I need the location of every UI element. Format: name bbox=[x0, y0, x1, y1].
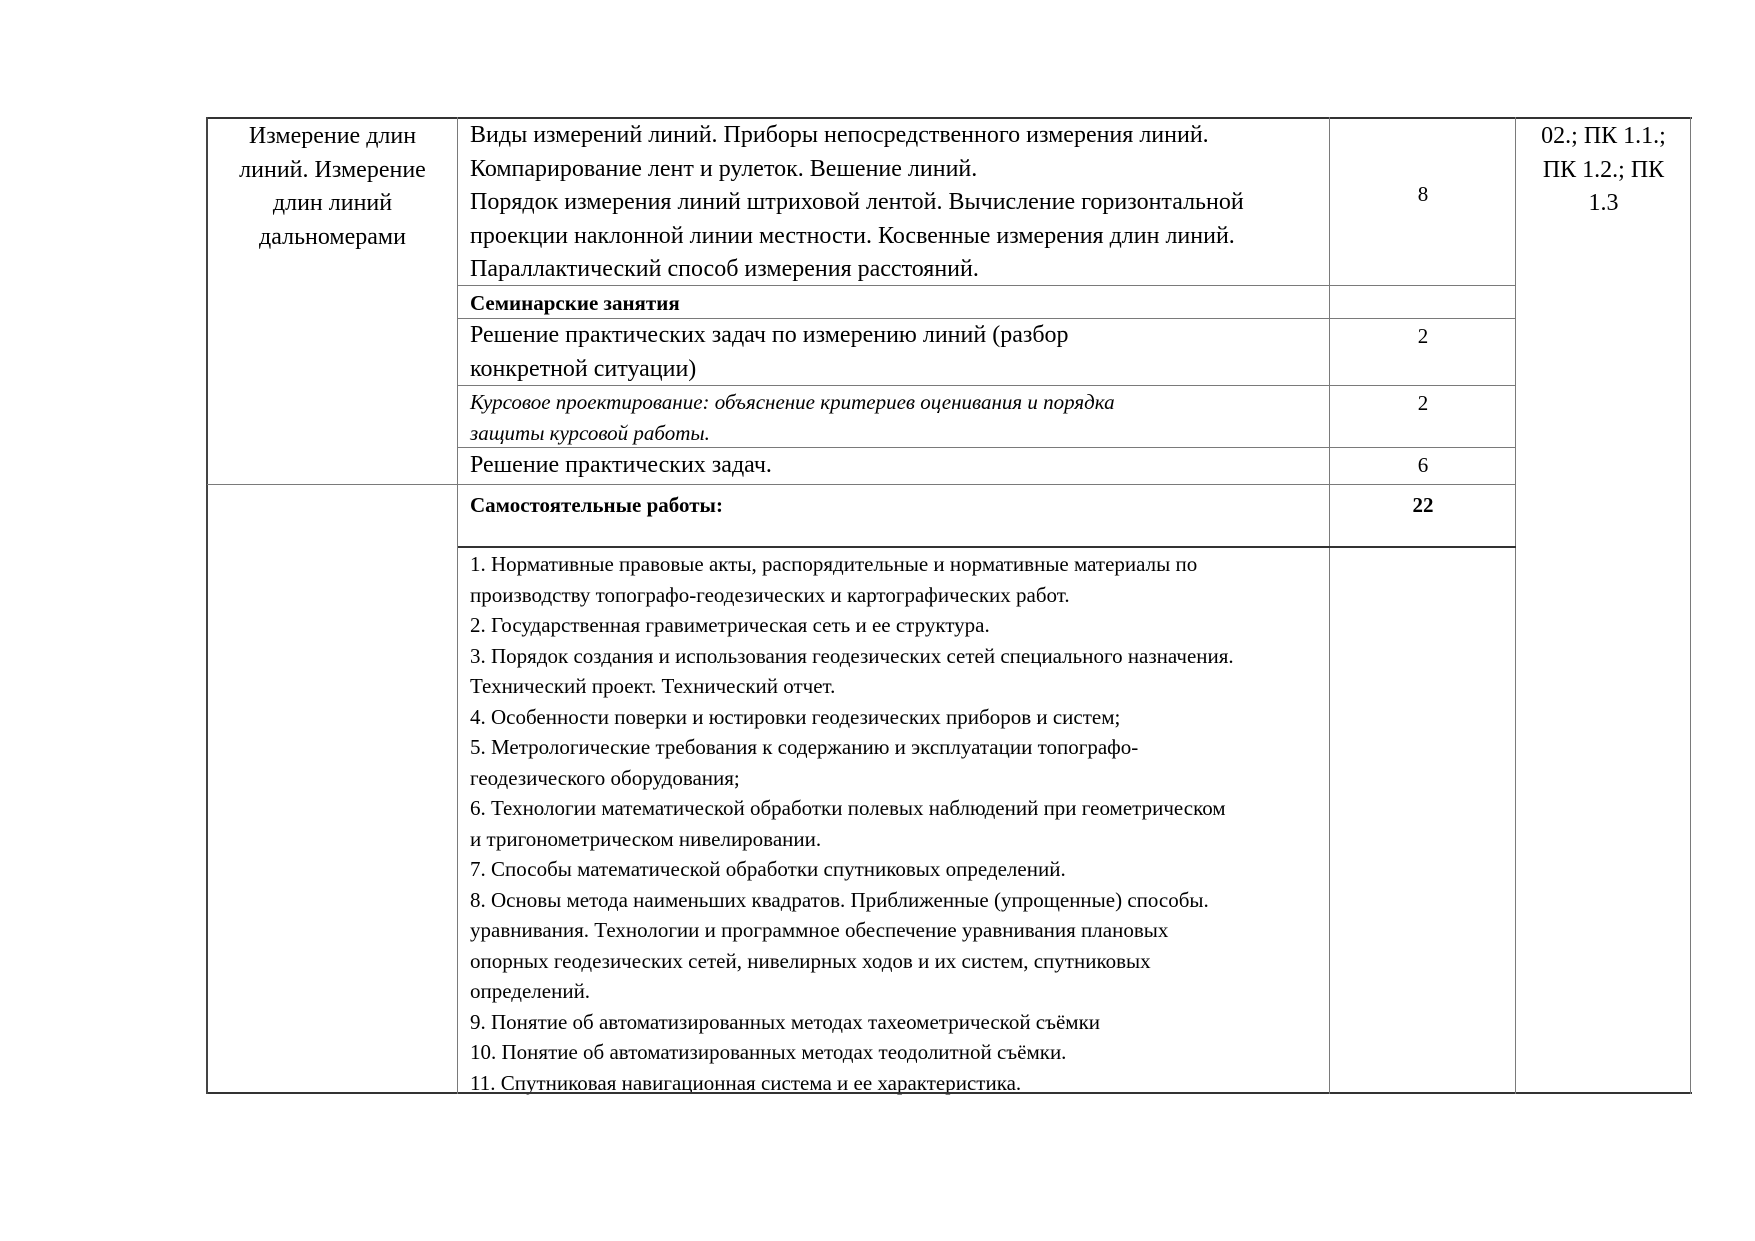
table-border-top bbox=[207, 117, 1692, 119]
lecture-line: Параллактический способ измерения расстояний. bbox=[470, 256, 979, 282]
list-item: определений. bbox=[470, 979, 591, 1003]
list-item: 6. Технологии математической обработки полевых наблюдений при геометрическом bbox=[470, 796, 1226, 820]
seminar-row bbox=[458, 448, 1330, 485]
list-item: геодезического оборудования; bbox=[470, 765, 740, 790]
row-divider bbox=[458, 385, 1516, 386]
list-item: 11. Спутниковая навигационная система и ее характеристика. bbox=[470, 1070, 1022, 1095]
lecture-hours: 8 bbox=[1417, 182, 1429, 206]
seminar-header-cell bbox=[458, 285, 1330, 319]
column-divider bbox=[457, 117, 458, 1094]
seminar-row bbox=[458, 319, 1330, 386]
list-item: 7. Способы математической обработки спутниковых определений. bbox=[470, 857, 1066, 881]
seminar-row-hours: 2 bbox=[1417, 324, 1429, 348]
independent-list-hours-cell bbox=[1330, 547, 1516, 1093]
list-item: и тригонометрическом нивелировании. bbox=[470, 826, 822, 851]
topic-text: Измерение длин линий. Измерение длин линий дальномерами bbox=[239, 123, 426, 250]
seminar-row-hours-cell bbox=[1330, 319, 1516, 386]
lecture-content-cell bbox=[458, 118, 1330, 285]
list-item: 9. Понятие об автоматизированных методах тахеометрической съёмки bbox=[470, 1009, 1101, 1034]
seminar-header: Семинарские занятия bbox=[470, 291, 680, 315]
seminar-row-hours-cell bbox=[1330, 386, 1516, 448]
seminar-row-text: Решение практических задач. bbox=[470, 452, 772, 478]
competencies-cell bbox=[1516, 118, 1691, 1093]
row-divider bbox=[458, 285, 1516, 286]
lecture-line: Компарирование лент и рулеток. Вешение линий. bbox=[470, 155, 978, 182]
list-item: 2. Государственная гравиметрическая сеть и ее структура. bbox=[470, 613, 990, 637]
list-item: уравнивания. Технологии и программное обеспечение уравнивания плановых bbox=[470, 918, 1169, 942]
independent-header-cell bbox=[458, 485, 1330, 547]
list-item: 5. Метрологические требования к содержанию и эксплуатации топографо- bbox=[470, 735, 1139, 759]
seminar-row-text: Решение практических задач по измерению линий (разбор конкретной ситуации) bbox=[470, 322, 1069, 382]
seminar-header-hours-cell bbox=[1330, 285, 1516, 319]
lecture-line: Виды измерений линий. Приборы непосредственного измерения линий. bbox=[470, 122, 1209, 148]
topic-cell bbox=[207, 118, 458, 485]
seminar-row-text: Курсовое проектирование: объяснение критериев оценивания и порядка защиты курсовой работы. bbox=[470, 390, 1115, 445]
lecture-line: проекции наклонной линии местности. Косвенные измерения длин линий. bbox=[470, 222, 1235, 249]
column-divider bbox=[1515, 117, 1516, 1094]
seminar-row-hours-cell bbox=[1330, 448, 1516, 485]
list-item: Технический проект. Технический отчет. bbox=[470, 674, 836, 698]
competencies-text: 02.; ПК 1.1.; ПК 1.2.; ПК 1.3 bbox=[1541, 123, 1666, 216]
lecture-hours-cell bbox=[1330, 118, 1516, 285]
row-divider bbox=[458, 546, 1516, 548]
list-item: опорных геодезических сетей, нивелирных ходов и их систем, спутниковых bbox=[470, 948, 1151, 973]
independent-hours-cell bbox=[1330, 485, 1516, 547]
row-divider bbox=[207, 484, 1516, 485]
table-border-right bbox=[1690, 117, 1691, 1094]
row-divider bbox=[458, 447, 1516, 448]
seminar-row-hours: 2 bbox=[1417, 391, 1429, 415]
seminar-row-hours: 6 bbox=[1417, 453, 1429, 477]
list-item: 3. Порядок создания и использования геодезических сетей специального назначения. bbox=[470, 643, 1234, 668]
list-item: 4. Особенности поверки и юстировки геодезических приборов и систем; bbox=[470, 704, 1121, 729]
lecture-line: Порядок измерения линий штриховой лентой. Вычисление горизонтальной bbox=[470, 189, 1244, 215]
independent-hours: 22 bbox=[1412, 493, 1434, 517]
list-item: 1. Нормативные правовые акты, распорядительные и нормативные материалы по bbox=[470, 552, 1198, 576]
row-divider bbox=[458, 318, 1516, 319]
list-item: 8. Основы метода наименьших квадратов. Приближенные (упрощенные) способы. bbox=[470, 887, 1209, 912]
independent-list-cell bbox=[458, 547, 1330, 1093]
table-border-left bbox=[206, 117, 208, 1094]
list-item: 10. Понятие об автоматизированных методах теодолитной съёмки. bbox=[470, 1040, 1067, 1064]
list-item: производству топографо-геодезических и картографических работ. bbox=[470, 582, 1070, 607]
independent-header: Самостоятельные работы: bbox=[470, 493, 723, 517]
table-border-bottom bbox=[207, 1092, 1692, 1094]
topic-cell-empty bbox=[207, 485, 458, 1093]
column-divider bbox=[1329, 117, 1330, 1094]
seminar-row bbox=[458, 386, 1330, 448]
